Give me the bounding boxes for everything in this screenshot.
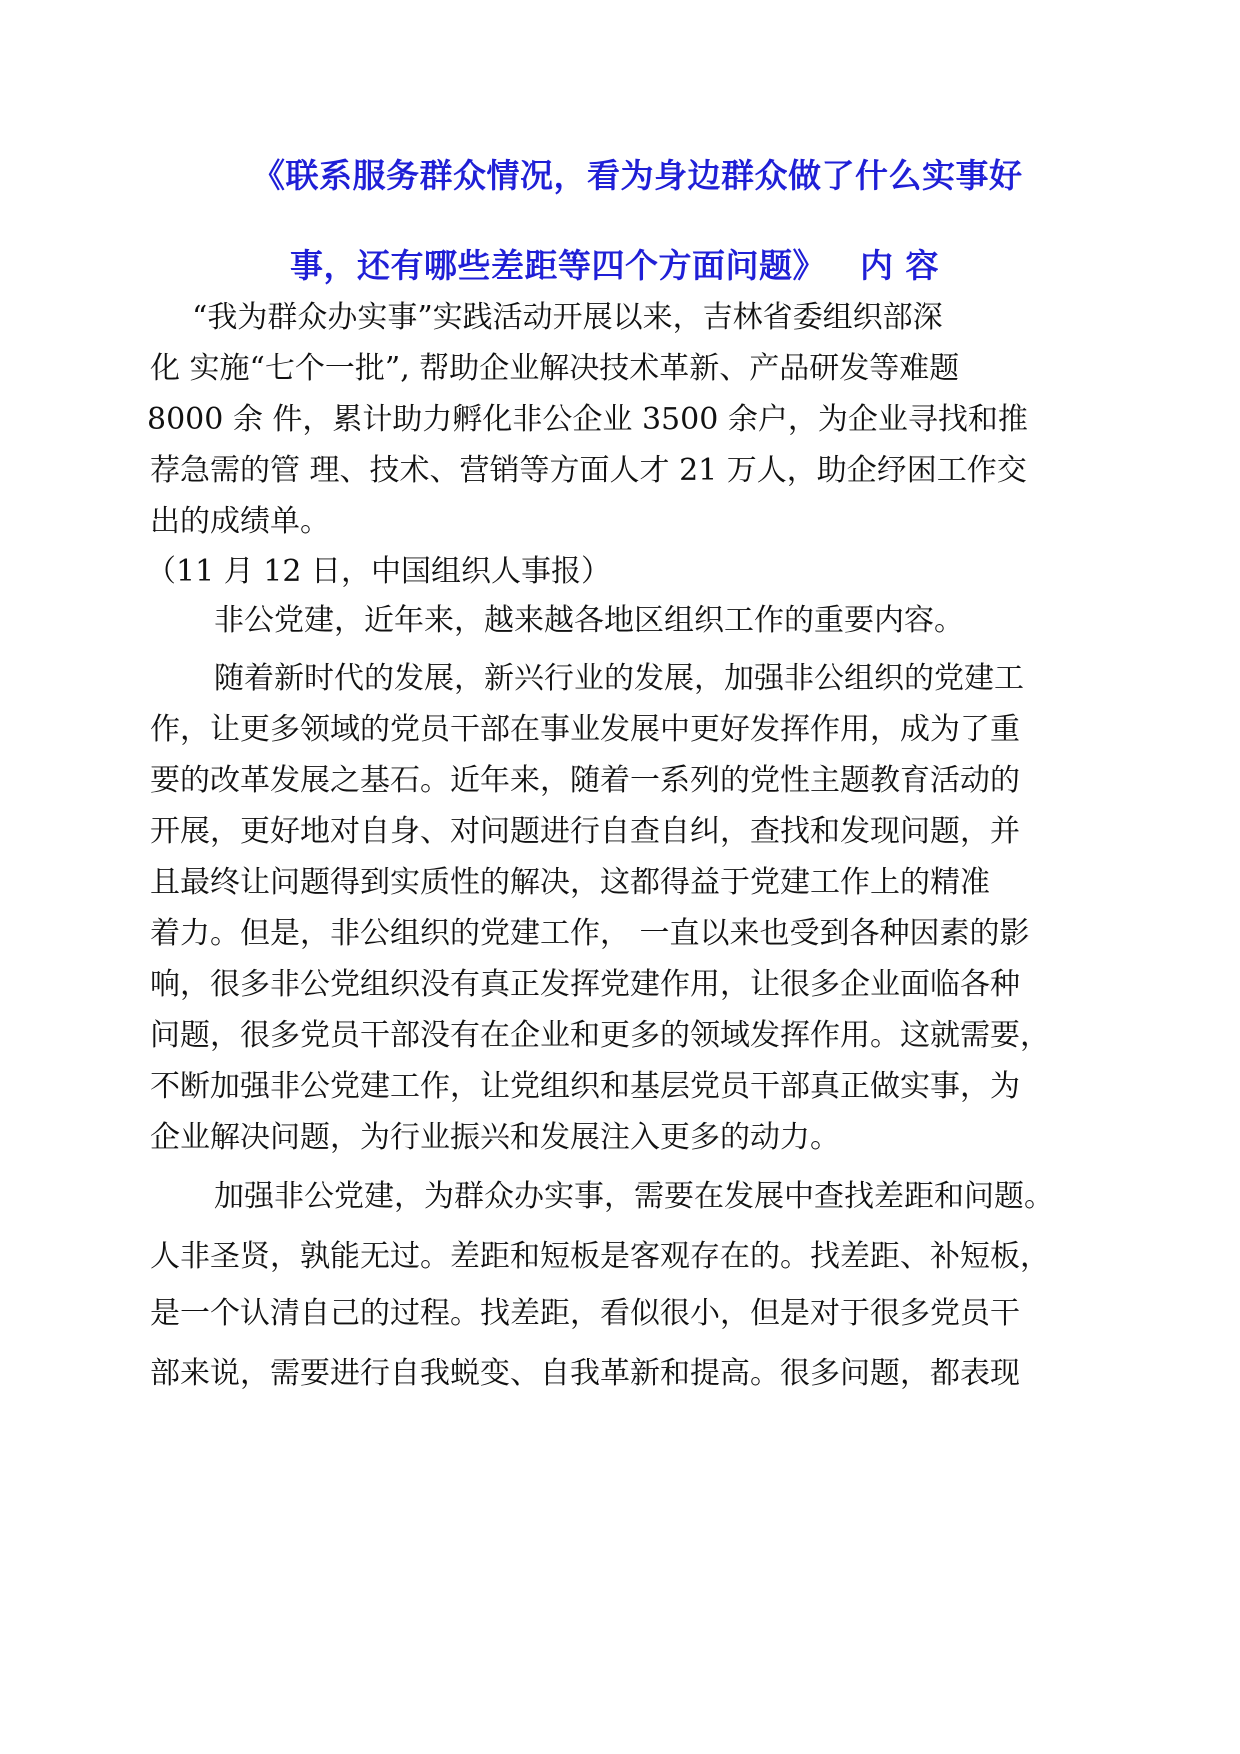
body-line: 部来说，需要进行自我蜕变、自我革新和提高。很多问题，都表现: [150, 1356, 1020, 1391]
body-line: 问题，很多党员干部没有在企业和更多的领域发挥作用。这就需要，: [150, 1018, 1050, 1053]
body-line: 加强非公党建，为群众办实事，需要在发展中查找差距和问题。: [214, 1179, 1054, 1214]
document-title-content-label: 内 容: [860, 246, 939, 285]
body-line: 化 实施“七个一批”, 帮助企业解决技术革新、产品研发等难题: [150, 351, 960, 386]
body-line: 是一个认清自己的过程。找差距，看似很小，但是对于很多党员干: [150, 1296, 1020, 1331]
body-line: 人非圣贤，孰能无过。差距和短板是客观存在的。找差距、补短板，: [150, 1239, 1050, 1274]
body-line: 作，让更多领域的党员干部在事业发展中更好发挥作用，成为了重: [150, 712, 1020, 747]
body-line: 荐急需的管 理、技术、营销等方面人才 21 万人，助企纾困工作交: [150, 453, 1027, 488]
body-line: 出的成绩单。: [150, 504, 330, 539]
document-title-line-1: 《联系服务群众情况，看为身边群众做了什么实事好: [252, 156, 1023, 195]
body-line: 开展，更好地对自身、对问题进行自查自纠，查找和发现问题，并: [150, 814, 1020, 849]
document-title-line-2: [290, 240, 939, 287]
body-line: 企业解决问题，为行业振兴和发展注入更多的动力。: [150, 1120, 840, 1155]
document-title-line-2-main: 事，还有哪些差距等四个方面问题》: [290, 246, 826, 285]
body-line: 随着新时代的发展，新兴行业的发展，加强非公组织的党建工: [214, 661, 1024, 696]
citation-line: （11 月 12 日，中国组织人事报）: [146, 554, 611, 589]
body-line: 且最终让问题得到实质性的解决，这都得益于党建工作上的精准: [150, 865, 990, 900]
body-line: 8000 余 件，累计助力孵化非公企业 3500 余户，为企业寻找和推: [147, 402, 1028, 437]
body-line: “我为群众办实事”实践活动开展以来，吉林省委组织部深: [192, 300, 943, 335]
body-line: 要的改革发展之基石。近年来，随着一系列的党性主题教育活动的: [150, 763, 1020, 798]
body-line: 着力。但是，非公组织的党建工作， 一直以来也受到各种因素的影: [150, 916, 1030, 951]
body-line: 响，很多非公党组织没有真正发挥党建作用，让很多企业面临各种: [150, 967, 1020, 1002]
body-line: 非公党建，近年来，越来越各地区组织工作的重要内容。: [214, 603, 964, 638]
body-line: 不断加强非公党建工作，让党组织和基层党员干部真正做实事，为: [150, 1069, 1020, 1104]
